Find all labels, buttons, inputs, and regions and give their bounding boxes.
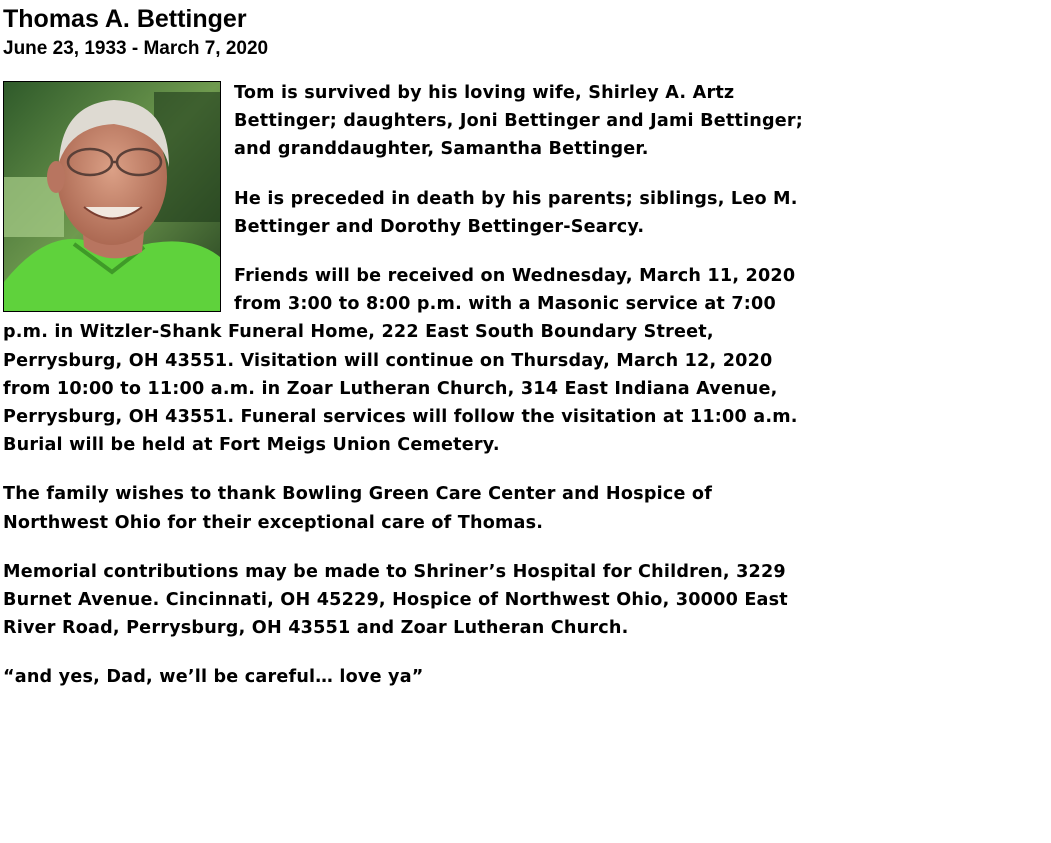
- obituary-page: [3, 4, 823, 713]
- obituary-body: [3, 79, 823, 692]
- obituary-name: Thomas A. Bettinger: [3, 5, 247, 33]
- paragraph-preceded: He is preceded in death by his parents; siblings, Leo M. Bettinger and Dorothy Bettinger-Searcy.: [234, 188, 798, 237]
- obituary-dates: June 23, 1933 - March 7, 2020: [3, 38, 269, 59]
- portrait-photo-icon: [4, 82, 220, 311]
- portrait-photo: [3, 81, 221, 312]
- paragraph-memorial: Memorial contributions may be made to Shriner’s Hospital for Children, 3229 Burnet Avenue. Cincinnati, OH 45229, Hospice of Northwest Ohio, 30000 East River Road, Perrysburg, OH 43551 and Zoar Lutheran Church.: [3, 561, 788, 639]
- paragraph-survivors: Tom is survived by his loving wife, Shirley A. Artz Bettinger; daughters, Joni Bettinger and Jami Bettinger; and granddaughter, Samantha Bettinger.: [234, 83, 804, 160]
- paragraph-closing: “and yes, Dad, we’ll be careful… love ya”: [3, 667, 424, 688]
- paragraph-services: Friends will be received on Wednesday, March 11, 2020 from 3:00 to 8:00 p.m. with a Masonic service at 7:00 p.m. in Witzler-Shank Funeral Home, 222 East South Boundary Street, Perrysburg, OH 43551. Visitation will continue on Thursday, March 12, 2020 from 10:00 to 11:00 a.m. in Zoar Lutheran Church, 314 East Indiana Avenue, Perrysburg, OH 43551. Funeral services will follow the visitation at 11:00 a.m. Burial will be held at Fort Meigs Union Cemetery.: [3, 266, 798, 456]
- paragraph-thanks: The family wishes to thank Bowling Green Care Center and Hospice of Northwest Ohio for their exceptional care of Thomas.: [3, 484, 713, 533]
